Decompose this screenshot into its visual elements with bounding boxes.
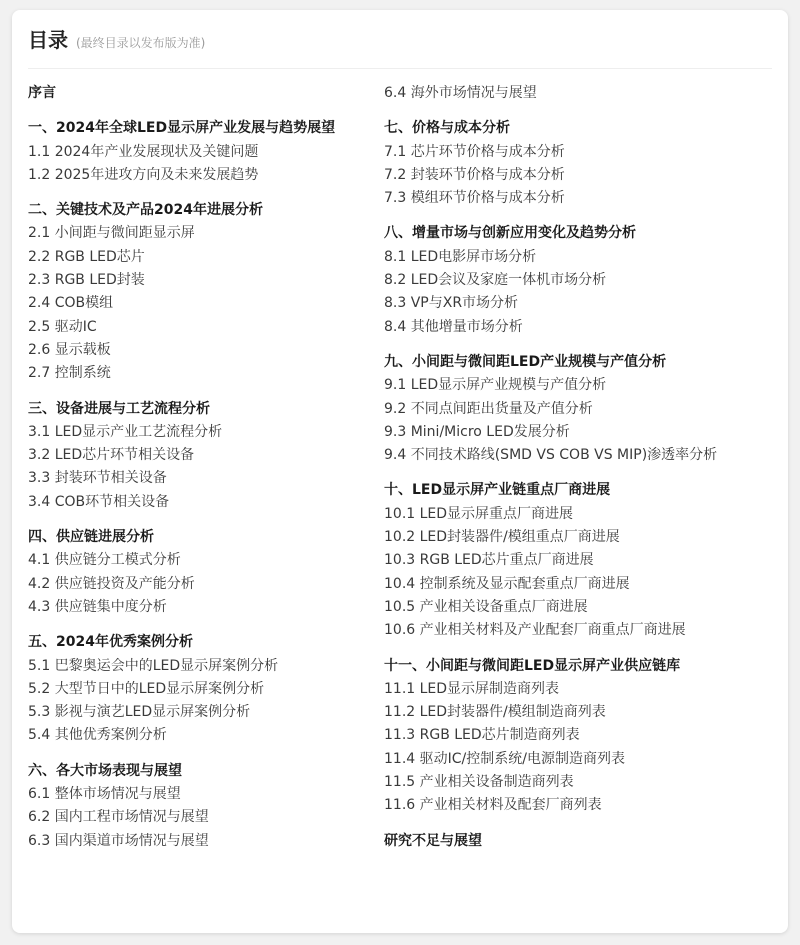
toc-entry[interactable]: 4.2 供应链投资及产能分析	[28, 575, 195, 592]
toc-entry[interactable]: 10.6 产业相关材料及产业配套厂商重点厂商进展	[384, 622, 686, 639]
toc-card	[12, 10, 788, 933]
toc-subtitle: (最终目录以发布版为准)	[76, 36, 206, 50]
toc-entry[interactable]: 7.1 芯片环节价格与成本分析	[384, 143, 565, 160]
toc-entry[interactable]: 11.6 产业相关材料及配套厂商列表	[384, 797, 602, 814]
toc-entry[interactable]: 6.3 国内渠道市场情况与展望	[28, 832, 209, 849]
toc-entry[interactable]: 5.1 巴黎奥运会中的LED显示屏案例分析	[28, 657, 279, 674]
toc-section-heading: 研究不足与展望	[384, 832, 482, 849]
section-gap	[384, 339, 784, 351]
toc-section-heading: 一、2024年全球LED显示屏产业发展与趋势展望	[28, 120, 336, 137]
toc-entry[interactable]: 1.2 2025年进攻方向及未来发展趋势	[28, 166, 259, 183]
toc-entry[interactable]: 2.6 显示载板	[28, 341, 111, 358]
section-gap	[28, 187, 378, 199]
toc-entry[interactable]: 2.5 驱动IC	[28, 318, 97, 335]
toc-entry[interactable]: 10.1 LED显示屏重点厂商进展	[384, 505, 574, 522]
toc-entry[interactable]: 1.1 2024年产业发展现状及关键问题	[28, 143, 259, 160]
section-gap	[384, 105, 784, 117]
toc-section-heading: 序言	[28, 85, 56, 101]
toc-entry[interactable]: 4.1 供应链分工模式分析	[28, 552, 181, 569]
section-gap	[28, 105, 378, 117]
toc-entry[interactable]: 8.3 VP与XR市场分析	[384, 295, 519, 312]
toc-entry[interactable]: 3.1 LED显示产业工艺流程分析	[28, 423, 223, 440]
toc-left-column	[28, 82, 378, 853]
toc-entry[interactable]: 9.1 LED显示屏产业规模与产值分析	[384, 377, 607, 394]
toc-entry[interactable]: 9.4 不同技术路线(SMD VS COB VS MIP)渗透率分析	[384, 447, 718, 464]
toc-entry[interactable]: 9.2 不同点间距出货量及产值分析	[384, 400, 593, 417]
toc-entry[interactable]: 11.1 LED显示屏制造商列表	[384, 680, 560, 697]
toc-entry[interactable]: 11.4 驱动IC/控制系统/电源制造商列表	[384, 750, 625, 767]
toc-section-heading: 三、设备进展与工艺流程分析	[28, 400, 210, 417]
toc-section-heading: 六、各大市场表现与展望	[28, 762, 182, 779]
section-gap	[28, 386, 378, 398]
toc-section-heading: 十一、小间距与微间距LED显示屏产业供应链库	[384, 657, 681, 674]
toc-entry[interactable]: 4.3 供应链集中度分析	[28, 598, 167, 615]
toc-entry[interactable]: 5.2 大型节日中的LED显示屏案例分析	[28, 680, 265, 697]
toc-entry[interactable]: 11.3 RGB LED芯片制造商列表	[384, 727, 580, 744]
toc-entry[interactable]: 8.2 LED会议及家庭一体机市场分析	[384, 272, 607, 289]
toc-entry[interactable]: 2.1 小间距与微间距显示屏	[28, 225, 195, 242]
section-gap	[384, 467, 784, 479]
toc-section-heading: 四、供应链进展分析	[28, 529, 154, 546]
toc-entry[interactable]: 11.5 产业相关设备制造商列表	[384, 774, 574, 791]
section-gap	[28, 619, 378, 631]
toc-entry[interactable]: 6.1 整体市场情况与展望	[28, 786, 181, 803]
toc-entry[interactable]: 8.4 其他增量市场分析	[384, 318, 523, 335]
toc-entry[interactable]: 9.3 Mini/Micro LED发展分析	[384, 423, 570, 440]
toc-section-heading: 二、关键技术及产品2024年进展分析	[28, 202, 263, 219]
toc-section-heading: 五、2024年优秀案例分析	[28, 634, 193, 651]
toc-entry[interactable]: 5.3 影视与演艺LED显示屏案例分析	[28, 704, 251, 721]
toc-entry[interactable]: 2.2 RGB LED芯片	[28, 248, 145, 265]
header-divider	[28, 68, 772, 69]
section-gap	[384, 210, 784, 222]
toc-right-column	[384, 82, 784, 853]
toc-entry[interactable]: 2.3 RGB LED封装	[28, 272, 145, 289]
toc-header	[28, 24, 772, 64]
toc-entry[interactable]: 10.3 RGB LED芯片重点厂商进展	[384, 552, 594, 569]
toc-section-heading: 七、价格与成本分析	[384, 120, 510, 137]
toc-entry[interactable]: 10.2 LED封装器件/模组重点厂商进展	[384, 529, 620, 546]
toc-section-heading: 九、小间距与微间距LED产业规模与产值分析	[384, 353, 667, 370]
toc-section-heading: 十、LED显示屏产业链重点厂商进展	[384, 482, 611, 499]
toc-entry[interactable]: 7.2 封装环节价格与成本分析	[384, 166, 565, 183]
section-gap	[28, 514, 378, 526]
toc-entry[interactable]: 7.3 模组环节价格与成本分析	[384, 190, 565, 207]
toc-entry[interactable]: 5.4 其他优秀案例分析	[28, 727, 167, 744]
toc-entry[interactable]: 6.4 海外市场情况与展望	[384, 85, 537, 101]
toc-title: 目录	[28, 28, 68, 52]
section-gap	[28, 748, 378, 760]
toc-entry[interactable]: 3.2 LED芯片环节相关设备	[28, 447, 195, 464]
toc-section-heading: 八、增量市场与创新应用变化及趋势分析	[384, 225, 636, 242]
toc-entry[interactable]: 3.4 COB环节相关设备	[28, 493, 170, 510]
toc-entry[interactable]: 2.7 控制系统	[28, 365, 111, 382]
toc-entry[interactable]: 8.1 LED电影屏市场分析	[384, 248, 537, 265]
toc-entry[interactable]: 10.4 控制系统及显示配套重点厂商进展	[384, 575, 630, 592]
toc-entry[interactable]: 3.3 封装环节相关设备	[28, 470, 167, 487]
toc-entry[interactable]: 6.2 国内工程市场情况与展望	[28, 809, 209, 826]
section-gap	[384, 818, 784, 830]
toc-entry[interactable]: 10.5 产业相关设备重点厂商进展	[384, 598, 588, 615]
toc-entry[interactable]: 11.2 LED封装器件/模组制造商列表	[384, 704, 606, 721]
toc-entry[interactable]: 2.4 COB模组	[28, 295, 114, 312]
section-gap	[384, 643, 784, 655]
